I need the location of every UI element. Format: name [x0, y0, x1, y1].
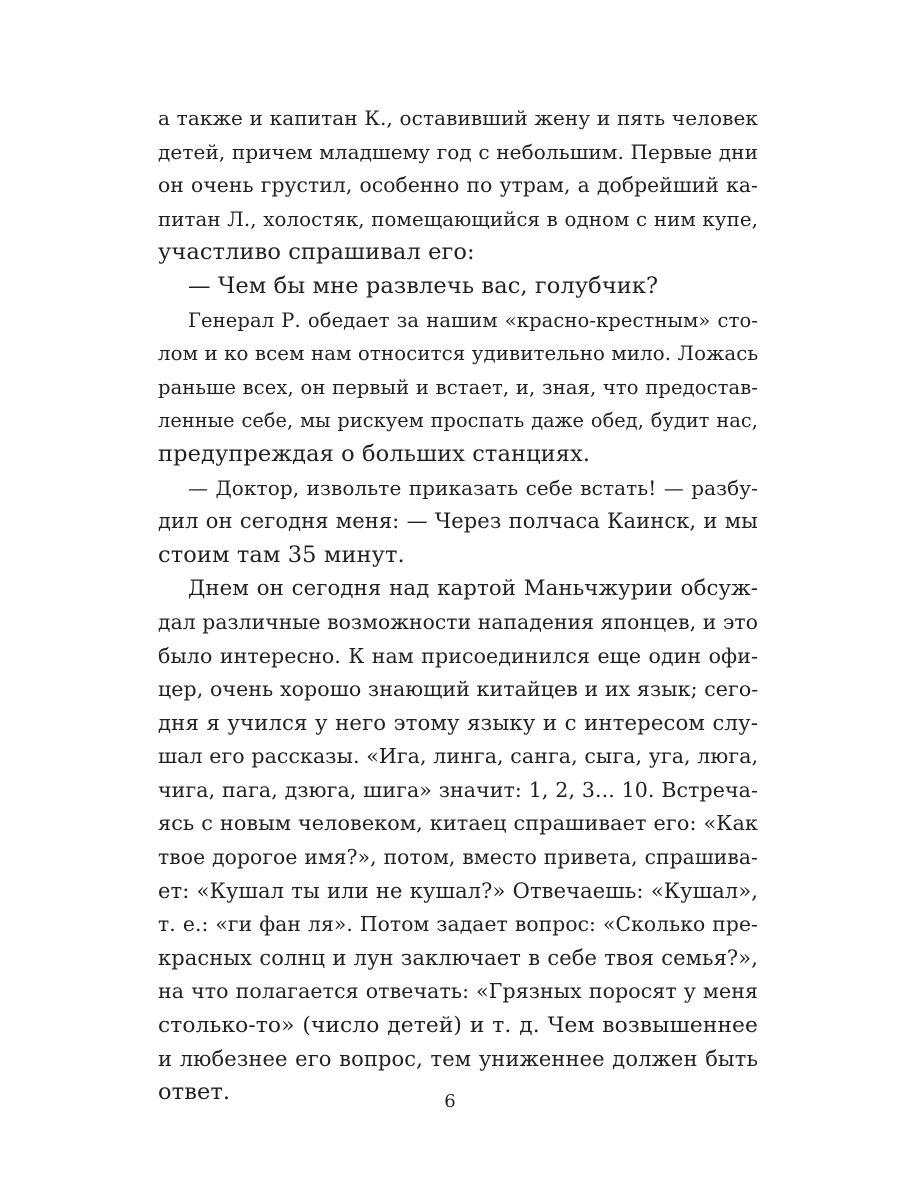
text-line: ясь с новым человеком, китаец спрашивает его: «Как [158, 811, 758, 836]
text-line: дня я учился у него этому языку и с интересом слу- [158, 710, 758, 736]
body-text [158, 102, 758, 1110]
text-line: т. е.: «ги фан ля». Потом задает вопрос: «Сколько пре- [158, 912, 758, 937]
page-number: 6 [444, 1091, 456, 1112]
text-line: было интересно. К нам присоединился еще один офи- [158, 643, 758, 668]
text-line: предупреждая о больших станциях. [158, 440, 591, 467]
text-line: дил он сегодня меня: — Через полчаса Каинск, и мы [158, 509, 758, 534]
text-line: и любезнее его вопрос, тем униженнее должен быть [158, 1046, 758, 1071]
text-line: ответ. [158, 1079, 231, 1106]
text-line: он очень грустил, особенно по утрам, а добрейший ка- [158, 173, 758, 198]
text-line: шал его рассказы. «Ига, линга, санга, сыга, уга, люга, [158, 744, 759, 769]
text-line: цер, очень хорошо знающий китайцев и их язык; сего- [158, 677, 759, 702]
text-line: дал различные возможности нападения японцев, и это [158, 609, 758, 634]
text-line: а также и капитан К., оставивший жену и пять человек [158, 106, 758, 130]
text-line: Днем он сегодня над картой Маньчжурии обсуж- [188, 576, 758, 602]
text-line: ленные себе, мы рискуем проспать даже обед, будит нас, [158, 409, 758, 433]
text-line: Генерал Р. обедает за нашим «красно-крестным» сто- [188, 308, 758, 332]
text-line: столько-то» (число детей) и т. д. Чем возвышеннее [158, 1013, 758, 1039]
text-line: ет: «Кушал ты или не кушал?» Отвечаешь: «Кушал», [158, 878, 758, 903]
text-line: на что полагается отвечать: «Грязных поросят у меня [158, 979, 758, 1004]
text-line: питан Л., холостяк, помещающийся в одном с ним купе, [158, 207, 758, 231]
text-line: — Доктор, извольте приказать себе встать! — разбу- [188, 475, 758, 500]
text-line: детей, причем младшему год с небольшим. Первые дни [158, 139, 758, 164]
text-line: лом и ко всем нам относится удивительно мило. Ложась [158, 342, 759, 366]
text-line: — Чем бы мне развлечь вас, голубчик? [188, 272, 659, 299]
text-line: раньше всех, он первый и встает, и, зная, что предостав- [158, 375, 758, 399]
text-line: красных солнц и лун заключает в себе твоя семья?», [158, 945, 758, 970]
text-line: стоим там 35 минут. [158, 541, 405, 568]
text-line: чига, пага, дзюга, шига» значит: 1, 2, 3... 10. Встреча- [158, 777, 758, 802]
text-line: твое дорогое имя?», потом, вместо привета, спрашива- [158, 845, 758, 870]
text-line: участливо спрашивал его: [158, 239, 475, 266]
